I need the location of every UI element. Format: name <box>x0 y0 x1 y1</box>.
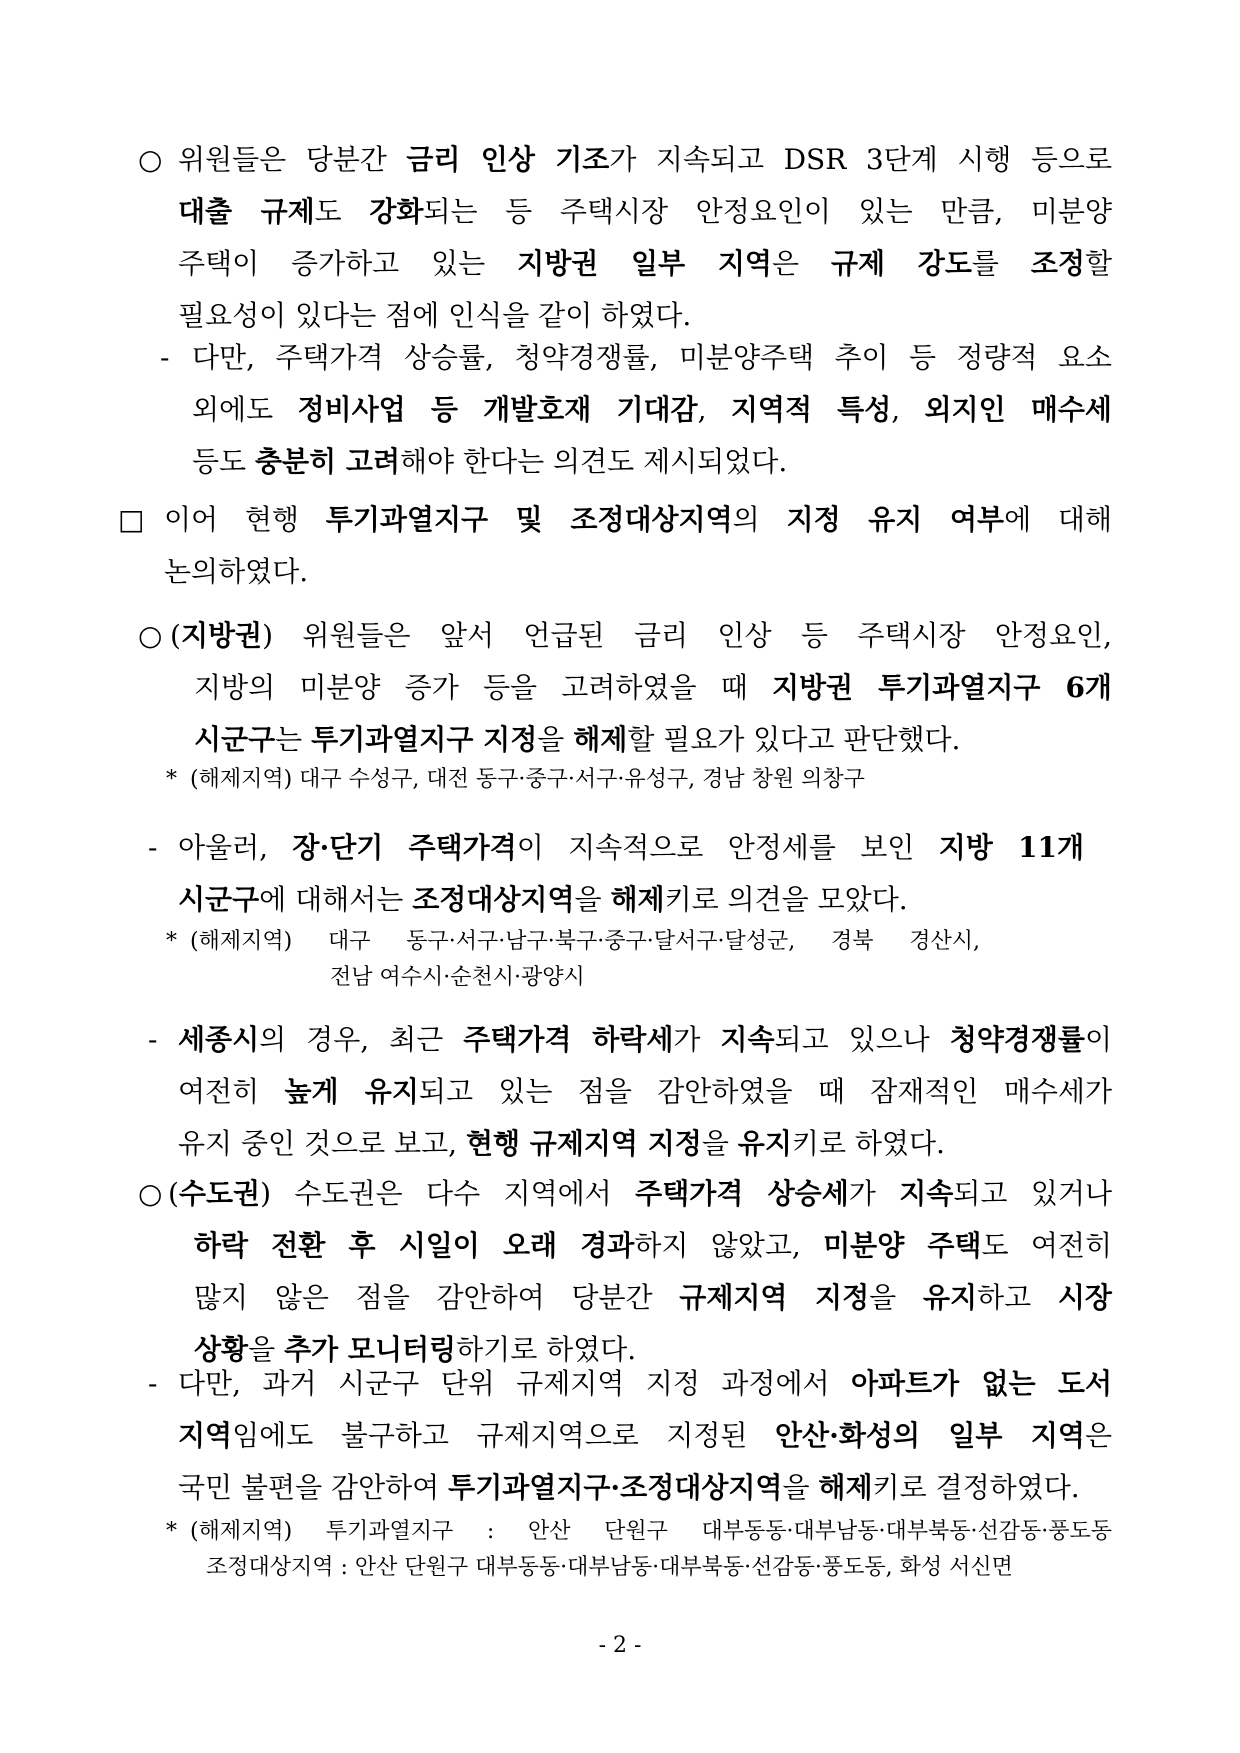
emphasis-text: 지역 <box>178 1419 233 1452</box>
emphasis-text: 규제지역 지정 <box>679 1281 870 1314</box>
text-line <box>178 298 1112 334</box>
text-line <box>178 1074 1112 1110</box>
text-run: 가 <box>673 1023 721 1056</box>
square-bullet-marker: □ <box>118 503 145 536</box>
text-line <box>190 765 1030 795</box>
emphasis-text: 지방권 일부 지역 <box>517 247 772 280</box>
text-line <box>178 1022 1112 1058</box>
circle-bullet-marker: ○ <box>138 143 163 176</box>
text-run: 외에도 <box>192 393 298 426</box>
text-run: 할 필요가 있다고 판단했다. <box>627 723 961 756</box>
text-line <box>168 1176 1112 1212</box>
text-run: 되고 있거나 <box>953 1177 1112 1210</box>
text-run: 논의하였다. <box>164 555 309 588</box>
emphasis-text: 금리 인상 기조 <box>406 143 610 176</box>
note-bullet-marker: * <box>166 767 177 792</box>
emphasis-text: 안산·화성의 일부 지역 <box>775 1419 1085 1452</box>
emphasis-text: 수도권 <box>178 1177 261 1210</box>
text-line <box>178 830 1084 866</box>
text-line <box>178 142 1112 178</box>
emphasis-text: 해제 <box>610 883 665 916</box>
text-run: 다만, 과거 시군구 단위 규제지역 지정 과정에서 <box>178 1367 851 1400</box>
text-run: 이 지속적으로 안정세를 보인 <box>516 831 939 864</box>
emphasis-text: 높게 유지 <box>284 1075 419 1108</box>
text-line <box>194 1332 1112 1368</box>
emphasis-text: 청약경쟁률 <box>949 1023 1085 1056</box>
note-bullet-marker: * <box>166 1519 177 1544</box>
text-line <box>164 502 1112 538</box>
text-line <box>178 246 1112 282</box>
note-bullet-marker: * <box>166 929 177 954</box>
emphasis-text: 시군구 <box>194 723 276 756</box>
text-run: (해제지역) 투기과열지구 : 안산 단원구 대부동동·대부남동·대부북동·선감동·풍도동 <box>190 1519 1112 1544</box>
emphasis-text: 지역적 특성 <box>730 393 892 426</box>
emphasis-text: 아파트가 없는 도서 <box>851 1367 1112 1400</box>
emphasis-text: 미분양 주택 <box>823 1229 982 1262</box>
dash-bullet-marker: - <box>148 1023 158 1056</box>
emphasis-text: 해제 <box>573 723 628 756</box>
emphasis-text: 규제 강도 <box>830 247 972 280</box>
text-run: 임에도 불구하고 규제지역으로 지정된 <box>232 1419 775 1452</box>
emphasis-text: 투기과열지구 및 조정대상지역 <box>325 503 733 536</box>
text-run: 도 여전히 <box>981 1229 1112 1262</box>
text-line <box>178 882 1084 918</box>
emphasis-text: 주택가격 하락세 <box>463 1023 674 1056</box>
text-run: ( <box>168 1177 179 1210</box>
emphasis-text: 투기과열지구·조정대상지역 <box>448 1471 783 1504</box>
dash-bullet-marker: - <box>148 831 158 864</box>
emphasis-text: 상황 <box>194 1333 249 1366</box>
text-run: 은 <box>771 247 831 280</box>
text-run: 은 <box>1084 1419 1112 1452</box>
emphasis-text: 시장 <box>1057 1281 1112 1314</box>
text-line <box>194 722 1112 758</box>
text-line <box>190 1517 1112 1547</box>
text-line <box>194 1280 1112 1316</box>
text-run: 아울러, <box>178 831 293 864</box>
text-line <box>178 1418 1112 1454</box>
text-run: ( <box>170 619 181 652</box>
text-run: 하고 <box>977 1281 1058 1314</box>
text-run: 에 대해 <box>1004 503 1113 536</box>
text-run: 이어 현행 <box>164 503 326 536</box>
text-run: 을 <box>248 1333 285 1366</box>
text-run: 유지 중인 것으로 보고, <box>178 1127 466 1160</box>
circle-bullet-marker: ○ <box>138 1177 163 1210</box>
text-line <box>190 927 980 957</box>
text-run: 해야 한다는 의견도 제시되었다. <box>400 445 788 478</box>
text-run: 를 <box>971 247 1031 280</box>
text-run: 되는 등 주택시장 안정요인이 있는 만큼, 미분양 <box>423 195 1112 228</box>
dash-bullet-marker: - <box>148 1367 158 1400</box>
text-run: 을 <box>782 1471 819 1504</box>
emphasis-text: 해제 <box>818 1471 873 1504</box>
text-run: 의 경우, 최근 <box>259 1023 464 1056</box>
text-line <box>192 444 1112 480</box>
text-run: 키로 하였다. <box>791 1127 945 1160</box>
text-line <box>194 670 1112 706</box>
emphasis-text: 정비사업 등 개발호재 기대감 <box>297 393 698 426</box>
text-line <box>178 1470 1112 1506</box>
emphasis-text: 대출 규제 <box>178 195 315 228</box>
text-run: 키로 결정하였다. <box>872 1471 1080 1504</box>
emphasis-text: 유지 <box>922 1281 978 1314</box>
emphasis-text: 충분히 고려 <box>255 445 400 478</box>
text-run: 을 <box>701 1127 738 1160</box>
emphasis-text: 현행 규제지역 지정 <box>465 1127 702 1160</box>
text-run: , <box>891 393 925 426</box>
text-run: , <box>697 393 731 426</box>
emphasis-text: 지방권 투기과열지구 6개 <box>771 671 1112 704</box>
text-run: 등도 <box>192 445 255 478</box>
text-run: ) 수도권은 다수 지역에서 <box>260 1177 636 1210</box>
text-run: 이 <box>1084 1023 1113 1056</box>
emphasis-text: 하락 전환 후 시일이 오래 경과 <box>194 1229 635 1262</box>
text-run: ) 위원들은 앞서 언급된 금리 인상 등 주택시장 안정요인, <box>262 619 1112 652</box>
text-run: 국민 불편을 감안하여 <box>178 1471 449 1504</box>
text-run: 을 <box>869 1281 923 1314</box>
text-run: 는 <box>275 723 312 756</box>
emphasis-text: 유지 <box>737 1127 792 1160</box>
page-number: - 2 - <box>598 1633 642 1658</box>
text-line <box>330 963 730 993</box>
text-line <box>164 554 1112 590</box>
text-run: 에 대해서는 <box>259 883 413 916</box>
text-run: (해제지역) 대구 수성구, 대전 동구·중구·서구·유성구, 경남 창원 의창구 <box>190 767 865 792</box>
emphasis-text: 장·단기 주택가격 <box>292 831 517 864</box>
text-line <box>178 1126 1112 1162</box>
text-run: 을 <box>574 883 611 916</box>
text-run: 하기로 하였다. <box>456 1333 637 1366</box>
emphasis-text: 투기과열지구 지정 <box>311 723 538 756</box>
text-line <box>170 618 1112 654</box>
text-line <box>206 1553 1112 1583</box>
text-run: 가 <box>848 1177 900 1210</box>
text-run: 많지 않은 점을 감안하여 당분간 <box>194 1281 680 1314</box>
circle-bullet-marker: ○ <box>138 619 163 652</box>
emphasis-text: 주택가격 상승세 <box>635 1177 849 1210</box>
text-run: 의 <box>732 503 787 536</box>
emphasis-text: 외지인 매수세 <box>924 393 1112 426</box>
emphasis-text: 지방권 <box>180 619 263 652</box>
emphasis-text: 지정 유지 여부 <box>786 503 1005 536</box>
emphasis-text: 지방 11개 <box>938 831 1084 864</box>
text-run: 되고 있는 점을 감안하였을 때 잠재적인 매수세가 <box>418 1075 1112 1108</box>
emphasis-text: 조정 <box>1030 247 1085 280</box>
text-run: 지방의 미분양 증가 등을 고려하였을 때 <box>194 671 772 704</box>
text-line <box>178 1366 1112 1402</box>
text-run: 전남 여수시·순천시·광양시 <box>330 965 585 990</box>
text-line <box>192 392 1112 428</box>
text-run: 할 <box>1084 247 1113 280</box>
text-run: 도 <box>314 195 370 228</box>
text-run: 조정대상지역 : 안산 단원구 대부동동·대부남동·대부북동·선감동·풍도동, 화성 서신면 <box>206 1555 1013 1580</box>
text-run: 주택이 증가하고 있는 <box>178 247 518 280</box>
text-run: 되고 있으나 <box>774 1023 950 1056</box>
emphasis-text: 지속 <box>720 1023 775 1056</box>
text-run: 위원들은 당분간 <box>178 143 407 176</box>
text-run: 가 지속되고 DSR 3단계 시행 등으로 <box>609 143 1112 176</box>
text-line <box>194 1228 1112 1264</box>
text-line <box>178 194 1112 230</box>
emphasis-text: 세종시 <box>178 1023 260 1056</box>
text-run: 여전히 <box>178 1075 285 1108</box>
emphasis-text: 시군구 <box>178 883 260 916</box>
text-run: (해제지역) 대구 동구·서구·남구·북구·중구·달서구·달성군, 경북 경산시, <box>190 929 980 954</box>
text-run: 하지 않았고, <box>634 1229 824 1262</box>
text-line <box>192 340 1112 376</box>
text-run: 필요성이 있다는 점에 인식을 같이 하였다. <box>178 299 692 332</box>
text-run: 다만, 주택가격 상승률, 청약경쟁률, 미분양주택 추이 등 정량적 요소 <box>192 341 1112 374</box>
emphasis-text: 추가 모니터링 <box>284 1333 457 1366</box>
emphasis-text: 지속 <box>899 1177 954 1210</box>
emphasis-text: 강화 <box>369 195 424 228</box>
text-run: 키로 의견을 모았다. <box>664 883 908 916</box>
text-run: 을 <box>537 723 574 756</box>
dash-bullet-marker: - <box>160 341 170 374</box>
emphasis-text: 조정대상지역 <box>412 883 575 916</box>
